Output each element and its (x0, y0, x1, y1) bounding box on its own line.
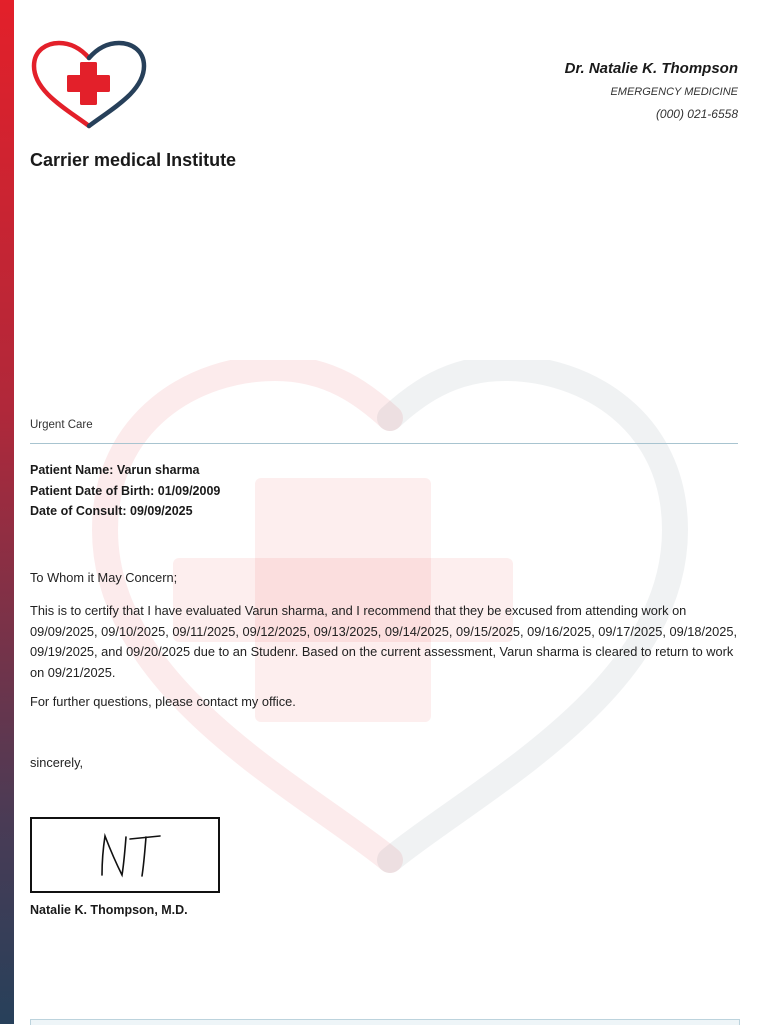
footer-strip (30, 1019, 740, 1025)
consult-date: Date of Consult: 09/09/2025 (30, 504, 193, 518)
patient-dob: Patient Date of Birth: 01/09/2009 (30, 483, 221, 498)
letter-further-questions: For further questions, please contact my office. (30, 694, 296, 709)
signer-name: Natalie K. Thompson, M.D. (30, 903, 188, 917)
heart-cross-logo-icon (30, 40, 148, 132)
organization-name: Carrier medical Institute (30, 150, 237, 170)
side-accent-bar (0, 0, 14, 1024)
divider-rule (30, 443, 738, 444)
letter-greeting: To Whom it May Concern; (30, 570, 178, 585)
letter-body: This is to certify that I have evaluated Varun sharma, and I recommend that they be excused from attending work on 09/09/2025, 09/10/2025, 09/11/2025, 09/12/2025, 09/13/2025, 09/14/2025, 09/15/2025, 09/16/2025, 09/17/2025, 09/18/2025, 09/19/2025, and 09/20/2025 due to an Studenr. Based on the current assessment, Varun sharma is cleared to return to work on 09/21/2025. (30, 603, 738, 680)
doctor-info (565, 60, 738, 121)
doctor-department: EMERGENCY MEDICINE (610, 86, 738, 98)
doctor-phone: (000) 021-6558 (655, 107, 738, 121)
signature-box (30, 817, 220, 893)
doctor-name: Dr. Natalie K. Thompson (564, 60, 738, 77)
signature-initials-icon (32, 819, 218, 891)
patient-info (30, 460, 220, 522)
patient-name: Patient Name: Varun sharma (30, 463, 200, 477)
section-label: Urgent Care (30, 419, 93, 431)
letter-closing: sincerely, (30, 755, 84, 770)
